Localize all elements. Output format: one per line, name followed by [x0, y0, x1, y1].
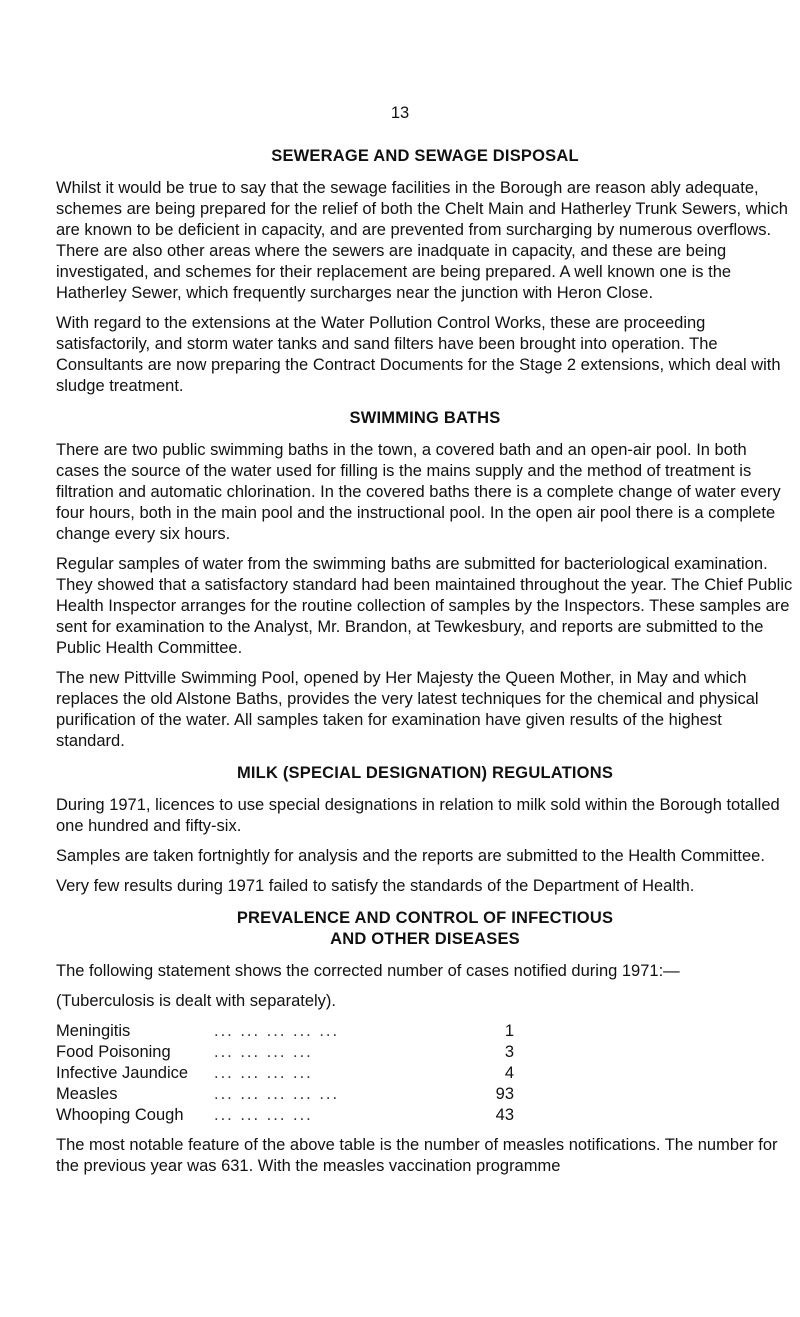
- paragraph-milk-2: Samples are taken fortnightly for analysis and the reports are submitted to the Health Committee.: [56, 847, 765, 865]
- paragraph-disease-note: (Tuberculosis is dealt with separately).: [56, 992, 337, 1010]
- heading-infectious-diseases-line2: AND OTHER DISEASES: [330, 930, 520, 948]
- paragraph-swimming-3: The new Pittville Swimming Pool, opened by Her Majesty the Queen Mother, in May and which replaces the old Alstone Baths, provides the very latest techniques for the chemical and physical purification of the water. All samples taken for examination have given results of the highest standard.: [56, 669, 759, 750]
- paragraph-sewerage-1: Whilst it would be true to say that the sewage facilities in the Borough are reason ably adequate, schemes are being prepared for the relief of both the Chelt Main and Hatherley Trunk Sewers, which are known to be deficient in capacity, and are prevented from surcharging by numerous overflows. There are also other areas where the sewers are inadquate in capacity, and these are being investigated, and schemes for their replacement are being prepared. A well known one is the Hatherley Sewer, which frequently surcharges near the junction with Heron Close.: [56, 179, 788, 302]
- table-row: [56, 1084, 514, 1105]
- disease-name: Food Poisoning: [56, 1043, 171, 1061]
- paragraph-milk-1: During 1971, licences to use special designations in relation to milk sold within the Borough totalled one hundred and fifty-six.: [56, 796, 780, 835]
- dot-leader: ... ... ... ...: [214, 1043, 313, 1061]
- disease-name: Measles: [56, 1085, 118, 1103]
- table-row: [56, 1063, 514, 1084]
- table-row: [56, 1021, 514, 1042]
- paragraph-swimming-2: Regular samples of water from the swimming baths are submitted for bacteriological examination. They showed that a satisfactory standard had been maintained throughout the year. The Chief Public Health Inspector arranges for the routine collection of samples by the Inspectors. These samples are sent for examination to the Analyst, Mr. Brandon, at Tewkesbury, and reports are submitted to the Public Health Committee.: [56, 555, 793, 657]
- disease-count: 43: [495, 1106, 514, 1124]
- paragraph-swimming-1: There are two public swimming baths in the town, a covered bath and an open-air pool. In both cases the source of the water used for filling is the mains supply and the method of treatment is filtration and automatic chlorination. In the covered baths there is a complete change of water every four hours, both in the main pool and the instructional pool. In the open air pool there is a complete change every six hours.: [56, 441, 781, 543]
- table-row: [56, 1105, 514, 1126]
- heading-sewerage: SEWERAGE AND SEWAGE DISPOSAL: [271, 147, 579, 165]
- page-number: 13: [390, 104, 410, 122]
- heading-milk-regulations: MILK (SPECIAL DESIGNATION) REGULATIONS: [236, 764, 614, 782]
- page-body: [56, 146, 794, 1177]
- table-row: [56, 1042, 514, 1063]
- paragraph-disease-intro: The following statement shows the corrected number of cases notified during 1971:—: [56, 962, 680, 980]
- paragraph-milk-3: Very few results during 1971 failed to satisfy the standards of the Department of Health.: [56, 877, 695, 895]
- disease-name: Infective Jaundice: [56, 1064, 189, 1082]
- paragraph-disease-closing: The most notable feature of the above table is the number of measles notifications. The number for the previous year was 631. With the measles vaccination programme: [56, 1136, 778, 1175]
- paragraph-sewerage-2: With regard to the extensions at the Water Pollution Control Works, these are proceeding satisfactorily, and storm water tanks and sand filters have been brought into operation. The Consultants are now preparing the Contract Documents for the Stage 2 extensions, which deal with sludge treatment.: [56, 314, 781, 395]
- disease-name: Whooping Cough: [56, 1106, 184, 1124]
- heading-infectious-diseases-line1: PREVALENCE AND CONTROL OF INFECTIOUS: [236, 909, 614, 927]
- disease-count: 4: [504, 1064, 514, 1082]
- disease-count: 3: [504, 1043, 514, 1061]
- disease-count: 1: [504, 1022, 514, 1040]
- dot-leader: ... ... ... ... ...: [214, 1085, 340, 1103]
- dot-leader: ... ... ... ...: [214, 1064, 313, 1082]
- disease-name: Meningitis: [56, 1022, 131, 1040]
- dot-leader: ... ... ... ...: [214, 1106, 313, 1124]
- heading-swimming-baths: SWIMMING BATHS: [349, 409, 501, 427]
- dot-leader: ... ... ... ... ...: [214, 1022, 340, 1040]
- disease-table: [56, 1021, 514, 1126]
- disease-count: 93: [495, 1085, 514, 1103]
